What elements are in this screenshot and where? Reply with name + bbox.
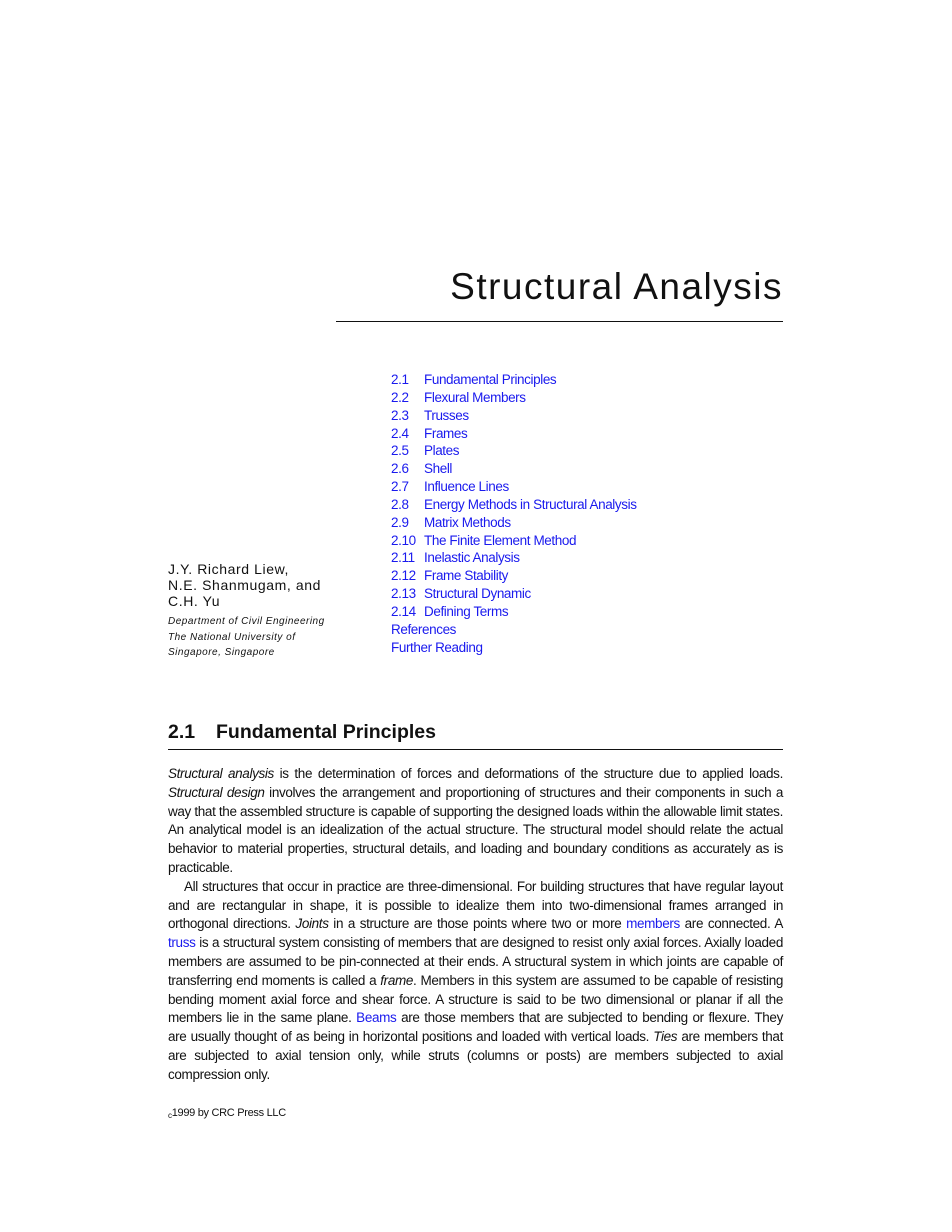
toc-item[interactable]: 2.2 Flexural Members [391,389,526,405]
toc-item[interactable]: 2.7 Influence Lines [391,479,509,495]
toc-item[interactable]: 2.4 Frames [391,425,468,441]
section-title: Fundamental Principles [216,721,436,743]
section-divider [168,749,783,750]
toc-item[interactable]: 2.12 Frame Stability [391,568,509,584]
beams-link[interactable]: Beams [356,1010,397,1026]
copyright-notice: c1999 by CRC Press LLC [168,1107,286,1120]
toc-item[interactable]: 2.8 Energy Methods in Structural Analysis [391,496,637,512]
section-heading [168,721,436,744]
toc-item[interactable]: 2.13 Structural Dynamic [391,586,531,602]
toc-item[interactable]: 2.1 Fundamental Principles [391,372,557,387]
truss-link[interactable]: truss [168,935,196,951]
paragraph: All structures that occur in practice are three-dimensional. For building structures that have regular layout and are rectangular in shape, it is possible to idealize them into two-dimensional frames arranged in orthogonal directions. Joints in a structure are those points where two or more members are connected. A truss is a structural system consisting of members that are designed to resist only axial forces. Axially loaded members are assumed to be pin-connected at their ends. A structural system in which joints are capable of transferring end moments is called a frame. Members in this system are assumed to be capable of resisting bending moment axial force and shear force. A structure is said to be two dimensional or planar if all the members lie in the same plane. Beams are those members that are subjected to bending or flexure. They are usually thought of as being in horizontal positions and loaded with vertical loads. Ties are members that are subjected to axial tension only, while struts (columns or posts) are members subjected to axial compression only. [168,878,784,1082]
paragraph: Structural analysis is the determination of forces and deformations of the structure due to applied loads. Structural design involves the arrangement and proportioning of structures and their components in such a way that the assembled structure is capable of supporting the designed loads within the allowable limit states. An analytical model is an idealization of the actual structure. The structural model should relate the actual behavior to material properties, structural details, and loading and boundary conditions as accurately as is practicable. [168,766,783,875]
members-link[interactable]: members [626,916,680,932]
copyright-symbol: c [168,1111,172,1120]
toc-item[interactable]: 2.5 Plates [391,443,460,459]
toc-item[interactable]: 2.10 The Finite Element Method [391,532,577,548]
toc-item-references[interactable]: References [391,621,457,637]
title-divider [336,321,783,322]
toc-item[interactable]: 2.14 Defining Terms [391,603,509,619]
toc-item[interactable]: 2.3 Trusses [391,407,469,423]
author-block [168,561,348,661]
toc-item-further-reading[interactable]: Further Reading [391,639,483,655]
toc-item[interactable]: 2.6 Shell [391,461,453,477]
chapter-title: Structural Analysis [450,266,783,307]
toc-item[interactable]: 2.11 Inelastic Analysis [391,550,520,566]
author-affiliation: Department of Civil Engineering The National University of Singapore, Singapore [168,616,325,658]
table-of-contents [391,371,637,657]
section-number: 2.1 [168,721,196,743]
toc-item[interactable]: 2.9 Matrix Methods [391,514,511,530]
author-names: J.Y. Richard Liew, N.E. Shanmugam, and C.H. Yu [168,561,322,609]
section-body [168,765,783,1085]
